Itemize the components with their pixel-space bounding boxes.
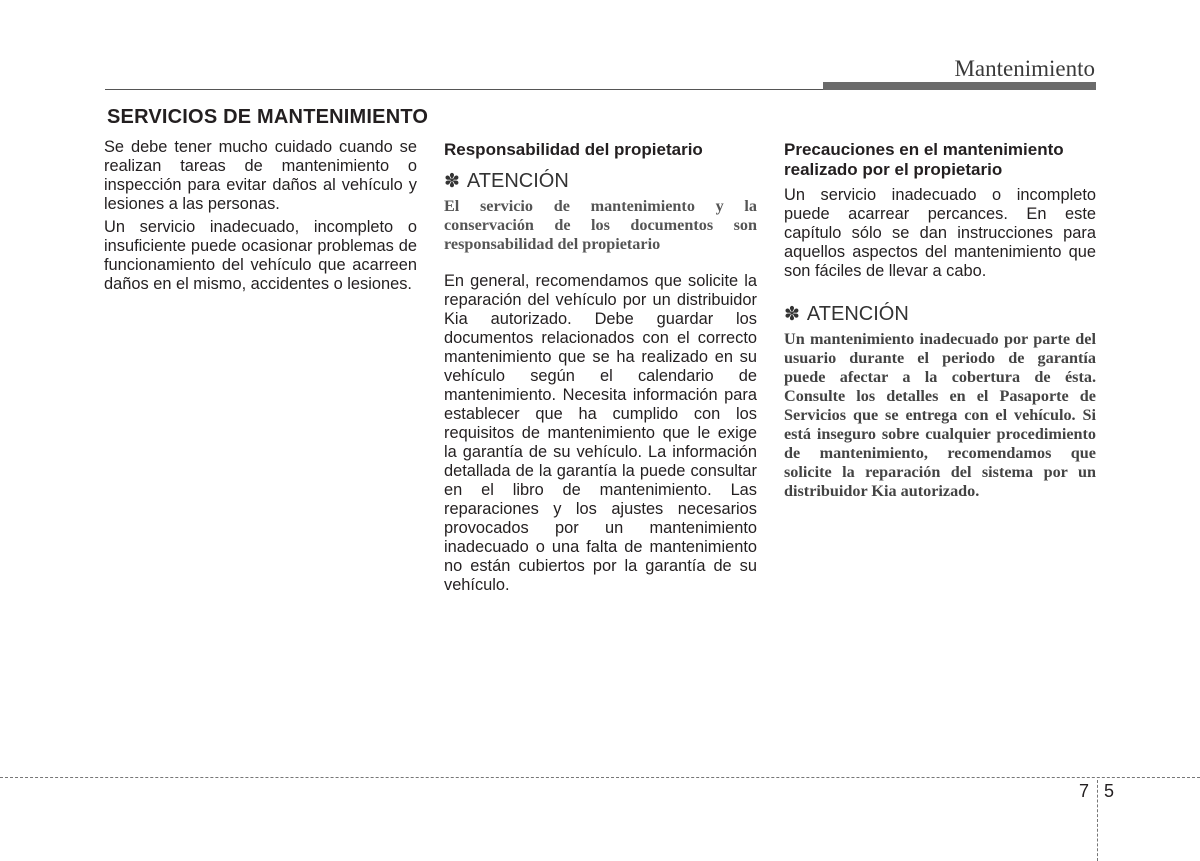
page-number: 5 [1104, 781, 1115, 801]
header-rule [105, 89, 825, 90]
column-2 [444, 138, 757, 599]
section-title: SERVICIOS DE MANTENIMIENTO [107, 106, 429, 128]
footer-rule [0, 777, 1200, 778]
footer-divider [1097, 780, 1098, 861]
header-title: Mantenimiento [954, 56, 1095, 81]
paragraph: Se debe tener mucho cuidado cuando se realizan tareas de mantenimiento o inspección para evitar daños al vehículo y lesiones a las personas. [104, 138, 417, 213]
caution-heading [444, 170, 757, 193]
header-rule-accent [823, 82, 1096, 90]
column-1 [104, 138, 417, 298]
paragraph: En general, recomendamos que solicite la reparación del vehículo por un distribuidor Kia autorizado. Debe guardar los documentos relacionados con el correcto mantenimiento que se ha realizado en su vehículo según el calendario de mantenimiento. Necesita información para establecer que ha cumplido con los requisitos de mantenimiento que le exige la garantía de su vehículo. La información detallada de la garantía la puede consultar en el libro de mantenimiento. Las reparaciones y los ajustes necesarios provocados por un mantenimiento inadecuado o una falta de mantenimiento no están cubiertos por la garantía de su vehículo. [444, 272, 757, 594]
caution-label: ATENCIÓN [806, 303, 909, 325]
asterisk-icon: ✽ [444, 171, 460, 192]
paragraph: Un servicio inadecuado, incompleto o insuficiente puede ocasionar problemas de funcionamiento del vehículo que acarreen daños en el mismo, accidentes o lesiones. [104, 218, 417, 293]
owner-responsibility-heading: Responsabilidad del propietario [444, 140, 703, 159]
caution-text: Un mantenimiento inadecuado por parte del usuario durante el periodo de garantía puede afectar a la cobertura de ésta. Consulte los detalles en el Pasaporte de Servicios que se entrega con el vehículo. Si está inseguro sobre cualquier procedimiento de mantenimiento, recomendamos que solicite la reparación del sistema por un distribuidor Kia autorizado. [784, 330, 1096, 500]
chapter-number: 7 [1079, 781, 1090, 801]
asterisk-icon: ✽ [784, 304, 800, 325]
paragraph: Un servicio inadecuado o incompleto puede acarrear percances. En este capítulo sólo se dan instrucciones para aquellos aspectos del mantenimiento que son fáciles de llevar a cabo. [784, 186, 1096, 280]
caution-heading [784, 303, 1096, 326]
column-3 [784, 138, 1096, 519]
owner-maintenance-precautions-heading: Precauciones en el mantenimiento realizado por el propietario [784, 140, 1064, 179]
caution-label: ATENCIÓN [466, 170, 569, 192]
caution-text: El servicio de mantenimiento y la conservación de los documentos son responsabilidad del propietario [444, 197, 757, 253]
